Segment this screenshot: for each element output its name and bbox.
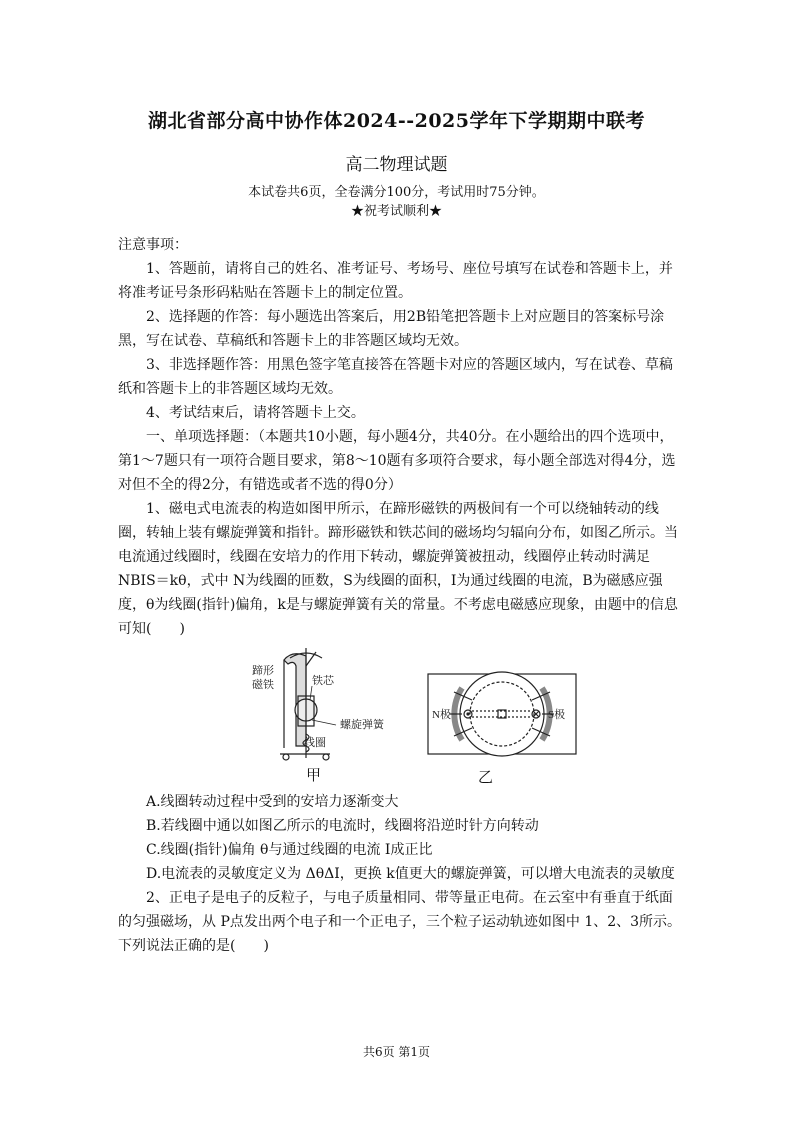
page-footer: 共6页 第1页 <box>362 1045 431 1059</box>
galvanometer-figure <box>240 648 580 788</box>
question-2-text: 2、正电子是电子的反粒子，与电子质量相同、带等量正电荷。在云室中有垂直于纸面的匀强磁场，从 P点发出两个电子和一个正电子，三个粒子运动轨迹如图中 1、2、3所示。下列说法正确的是( ) <box>118 890 682 954</box>
option-a: A.线圈转动过程中受到的安培力逐渐变大 <box>146 794 399 810</box>
question-1-options <box>118 790 684 958</box>
notes-section <box>118 233 684 641</box>
figure-label-b: 乙 <box>478 770 494 786</box>
figure-label-n-pole: N极 <box>432 709 451 721</box>
note-item-1: 1、答题前，请将自己的姓名、准考证号、考场号、座位号填写在试卷和答题卡上，并将准考证号条形码粘贴在答题卡上的制定位置。 <box>118 261 673 301</box>
figure-label-s-pole: S极 <box>548 709 566 721</box>
figure-label-coil: 线圈 <box>304 737 326 749</box>
note-item-2: 2、选择题的作答：每小题选出答案后，用2B铅笔把答题卡上对应题目的答案标号涂黑，写在试卷、草稿纸和答题卡上的非答题区域均无效。 <box>118 309 665 349</box>
option-c: C.线圈(指针)偏角 θ与通过线圈的电流 I成正比 <box>146 842 433 858</box>
figure-label-a: 甲 <box>306 768 322 784</box>
notes-heading: 注意事项： <box>118 237 188 253</box>
figure-label-magnet-2: 磁铁 <box>252 679 274 691</box>
option-b: B.若线圈中通以如图乙所示的电流时，线圈将沿逆时针方向转动 <box>146 818 539 834</box>
figure-label-spring: 螺旋弹簧 <box>340 719 384 731</box>
section1-intro: 一、单项选择题：（本题共10小题，每小题4分，共40分。在小题给出的四个选项中，第1～7题只有一项符合题目要求，第8～10题有多项符合要求，每小题全部选对得4分，选对但不全的得2分，有错选或者不选的得0分） <box>118 429 676 493</box>
exam-subtitle: 高二物理试题 <box>345 155 448 175</box>
exam-wish: ★祝考试顺利★ <box>350 204 442 219</box>
exam-title: 湖北省部分高中协作体2024--2025学年下学期期中联考 <box>147 110 646 132</box>
note-item-4: 4、考试结束后，请将答题卡上交。 <box>146 405 365 421</box>
note-item-3: 3、非选择题作答：用黑色签字笔直接答在答题卡对应的答题区域内，写在试卷、草稿纸和答题卡上的非答题区域均无效。 <box>118 357 673 397</box>
figure-label-core: 铁芯 <box>312 675 334 687</box>
exam-info: 本试卷共6页，全卷满分100分，考试用时75分钟。 <box>248 185 545 200</box>
figure-label-magnet-1: 蹄形 <box>252 665 274 677</box>
question-1-text: 1、磁电式电流表的构造如图甲所示，在蹄形磁铁的两极间有一个可以绕轴转动的线圈，转轴上装有螺旋弹簧和指针。蹄形磁铁和铁芯间的磁场均匀辐向分布，如图乙所示。当电流通过线圈时，线圈在安培力的作用下转动，螺旋弹簧被扭动，线圈停止转动时满足 NBIS＝kθ，式中 N为线圈的匝数，S为线圈的面积，I为通过线圈的电流，B为磁感应强度，θ为线圈(指针)偏角，k是与螺旋弹簧有关的常量。不考虑电磁感应现象，由题中的信息可知( ) <box>118 501 678 637</box>
option-d: D.电流表的灵敏度定义为 ΔθΔI，更换 k值更大的螺旋弹簧，可以增大电流表的灵敏度 <box>146 866 675 882</box>
